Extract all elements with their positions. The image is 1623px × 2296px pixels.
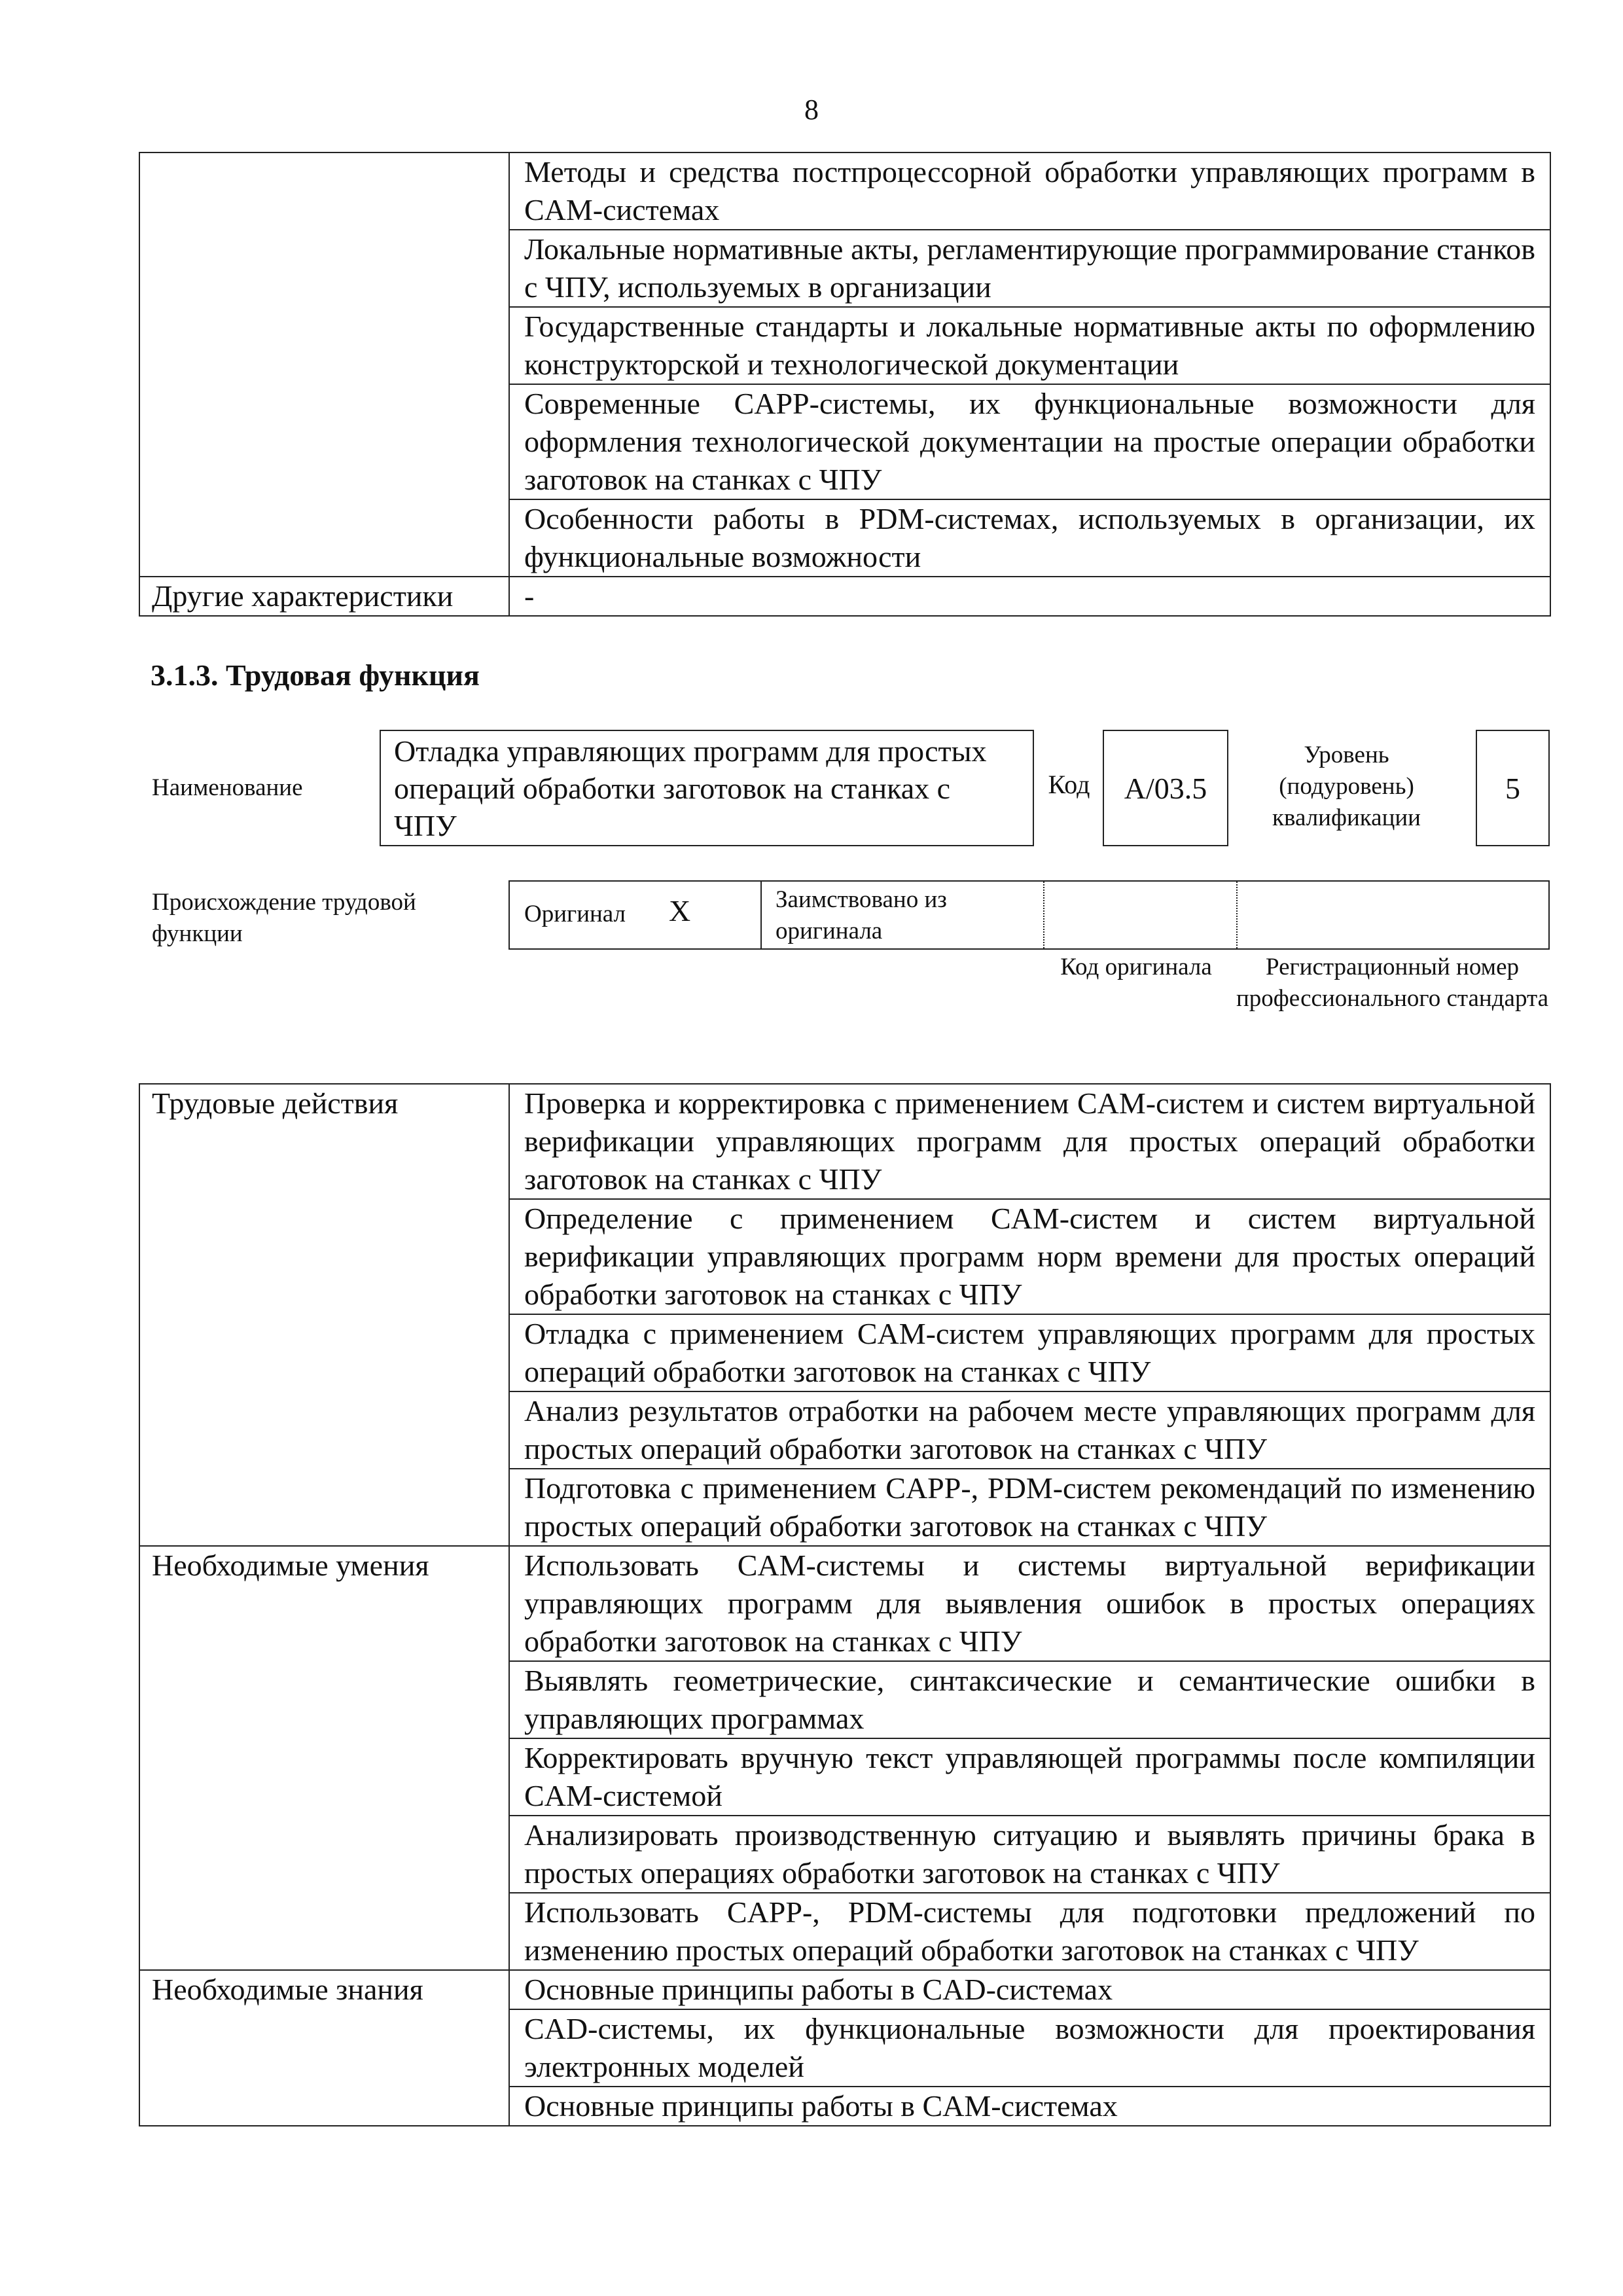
knowledge-item: Особенности работы в PDM-системах, используемых в организации, их функциональные возможности [509, 499, 1550, 577]
knowledge-item: Методы и средства постпроцессорной обработки управляющих программ в CAM-системах [509, 152, 1550, 230]
knowledge-item: Современные CAPP-системы, их функциональные возможности для оформления технологической документации на простые операции обработки заготовок на станках с ЧПУ [509, 384, 1550, 499]
skill-item: Использовать CAPP-, PDM-системы для подготовки предложений по изменению простых операций обработки заготовок на станках с ЧПУ [509, 1893, 1550, 1970]
code-value: A/03.5 [1124, 771, 1207, 805]
table-row [139, 1546, 1550, 1661]
table-row [139, 1970, 1550, 2009]
skill-item: Выявлять геометрические, синтаксические и семантические ошибки в управляющих программах [509, 1661, 1550, 1738]
required-knowledge-label: Необходимые знания [139, 1970, 509, 2126]
divider [760, 882, 762, 948]
labor-action-item: Анализ результатов отработки на рабочем месте управляющих программ для простых операций обработки заготовок на станках с ЧПУ [509, 1391, 1550, 1469]
function-name-value: Отладка управляющих программ для простых операций обработки заготовок на станках с ЧПУ [394, 734, 987, 842]
code-label: Код [1048, 770, 1090, 799]
reg-number-label: Регистрационный номер профессионального стандарта [1236, 954, 1549, 1012]
original-mark: X [669, 894, 691, 927]
function-name-box [380, 730, 1034, 846]
table-row [139, 1084, 1550, 1199]
continuation-table [139, 152, 1551, 617]
function-table [139, 1083, 1551, 2126]
other-characteristics-label: Другие характеристики [139, 577, 509, 616]
page-number: 8 [804, 94, 819, 126]
level-value: 5 [1505, 771, 1520, 805]
knowledge-item: Локальные нормативные акты, регламентирующие программирование станков с ЧПУ, используемых в организации [509, 230, 1550, 307]
origin-box [508, 880, 1550, 950]
required-skills-label: Необходимые умения [139, 1546, 509, 1970]
code-original-label: Код оригинала [1060, 954, 1212, 980]
original-label: Оригинал [524, 901, 626, 927]
skill-item: Использовать CAM-системы и системы виртуальной верификации управляющих программ для выявления ошибок в простых операциях обработки заготовок на станках с ЧПУ [509, 1546, 1550, 1661]
level-box [1476, 730, 1550, 846]
knowledge-item: CAD-системы, их функциональные возможности для проектирования электронных моделей [509, 2009, 1550, 2087]
knowledge-item: Государственные стандарты и локальные нормативные акты по оформлению конструкторской и технологической документации [509, 307, 1550, 384]
table-row [139, 152, 1550, 230]
name-label: Наименование [152, 774, 303, 801]
labor-actions-label: Трудовые действия [139, 1084, 509, 1546]
skill-item: Корректировать вручную текст управляющей программы после компиляции CAM-системой [509, 1738, 1550, 1816]
empty-label-cell [139, 152, 509, 577]
knowledge-item: Основные принципы работы в CAM-системах [509, 2087, 1550, 2126]
labor-action-item: Подготовка с применением CAPP-, PDM-систем рекомендаций по изменению простых операций обработки заготовок на станках с ЧПУ [509, 1469, 1550, 1546]
level-label: Уровень (подуровень) квалификации [1272, 742, 1421, 831]
section-heading: 3.1.3. Трудовая функция [151, 658, 480, 692]
borrowed-label: Заимствовано из оригинала [776, 886, 947, 944]
labor-action-item: Определение с применением CAM-систем и систем виртуальной верификации управляющих программ норм времени для простых операций обработки заготовок на станках с ЧПУ [509, 1199, 1550, 1314]
labor-action-item: Отладка с применением CAM-систем управляющих программ для простых операций обработки заготовок на станках с ЧПУ [509, 1314, 1550, 1391]
divider [1043, 882, 1044, 948]
origin-label: Происхождение трудовой функции [152, 889, 416, 947]
code-box [1103, 730, 1228, 846]
table-row [139, 577, 1550, 616]
divider [1236, 882, 1238, 948]
skill-item: Анализировать производственную ситуацию и выявлять причины брака в простых операциях обработки заготовок на станках с ЧПУ [509, 1816, 1550, 1893]
knowledge-item: Основные принципы работы в CAD-системах [509, 1970, 1550, 2009]
other-characteristics-value: - [509, 577, 1550, 616]
labor-action-item: Проверка и корректировка с применением CAM-систем и систем виртуальной верификации управляющих программ для простых операций обработки заготовок на станках с ЧПУ [509, 1084, 1550, 1199]
